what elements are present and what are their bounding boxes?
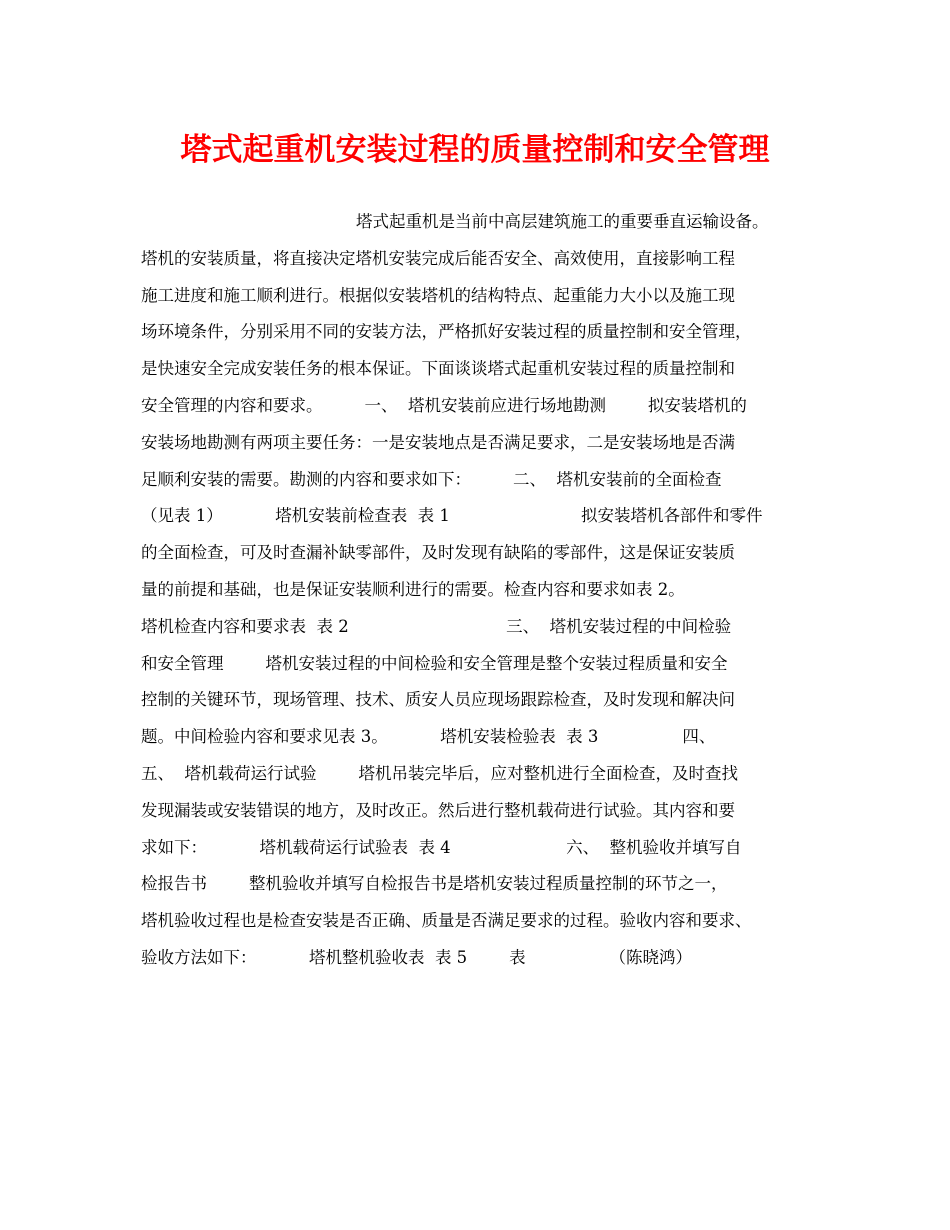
body-line: 验收方法如下： 塔机整机验收表 表 5 表 （陈晓鸿） bbox=[141, 947, 693, 967]
body-line: 塔机检查内容和要求表 表 2 三、 塔机安装过程的中间检验 bbox=[141, 616, 732, 636]
body-line: 发现漏装或安装错误的地方，及时改正。然后进行整机载荷进行试验。其内容和要 bbox=[141, 800, 735, 820]
body-line: 塔机验收过程也是检查安装是否正确、质量是否满足要求的过程。验收内容和要求、 bbox=[141, 911, 752, 931]
body-line: 检报告书 整机验收并填写自检报告书是塔机安装过程质量控制的环节之一， bbox=[141, 874, 728, 894]
body-line: 和安全管理 塔机安装过程的中间检验和安全管理是整个安装过程质量和安全 bbox=[141, 653, 728, 673]
document-body bbox=[141, 204, 841, 977]
body-line: 五、 塔机载荷运行试验 塔机吊装完毕后，应对整机进行全面检查，及时查找 bbox=[141, 763, 738, 783]
body-line: 足顺利安装的需要。勘测的内容和要求如下： 二、 塔机安装前的全面检查 bbox=[141, 469, 722, 489]
body-line: 安全管理的内容和要求。 一、 塔机安装前应进行场地勘测 拟安装塔机的 bbox=[141, 395, 747, 415]
body-line: 场环境条件，分别采用不同的安装方法，严格抓好安装过程的质量控制和安全管理， bbox=[141, 322, 752, 342]
body-line: 求如下： 塔机载荷运行试验表 表 4 六、 整机验收并填写自 bbox=[141, 837, 742, 857]
body-line: 的全面检查，可及时查漏补缺零部件，及时发现有缺陷的零部件，这是保证安装质 bbox=[141, 543, 735, 563]
body-line: 塔式起重机是当前中高层建筑施工的重要垂直运输设备。 bbox=[356, 212, 769, 231]
body-line: 量的前提和基础，也是保证安装顺利进行的需要。检查内容和要求如表 2。 bbox=[141, 579, 685, 599]
body-line: （见表 1） 塔机安装前检查表 表 1 拟安装塔机各部件和零件 bbox=[141, 506, 763, 526]
body-line: 施工进度和施工顺利进行。根据似安装塔机的结构特点、起重能力大小以及施工现 bbox=[141, 285, 735, 305]
body-line: 是快速安全完成安装任务的根本保证。下面谈谈塔式起重机安装过程的质量控制和 bbox=[141, 359, 735, 379]
body-line: 安装场地勘测有两项主要任务：一是安装地点是否满足要求，二是安装场地是否满 bbox=[141, 432, 735, 452]
body-line: 控制的关键环节，现场管理、技术、质安人员应现场跟踪检查，及时发现和解决问 bbox=[141, 690, 735, 710]
body-line: 塔机的安装质量，将直接决定塔机安装完成后能否安全、高效使用，直接影响工程 bbox=[141, 248, 735, 268]
document-title: 塔式起重机安装过程的质量控制和安全管理 bbox=[180, 132, 770, 168]
body-line: 题。中间检验内容和要求见表 3。 塔机安装检验表 表 3 四、 bbox=[141, 727, 716, 747]
